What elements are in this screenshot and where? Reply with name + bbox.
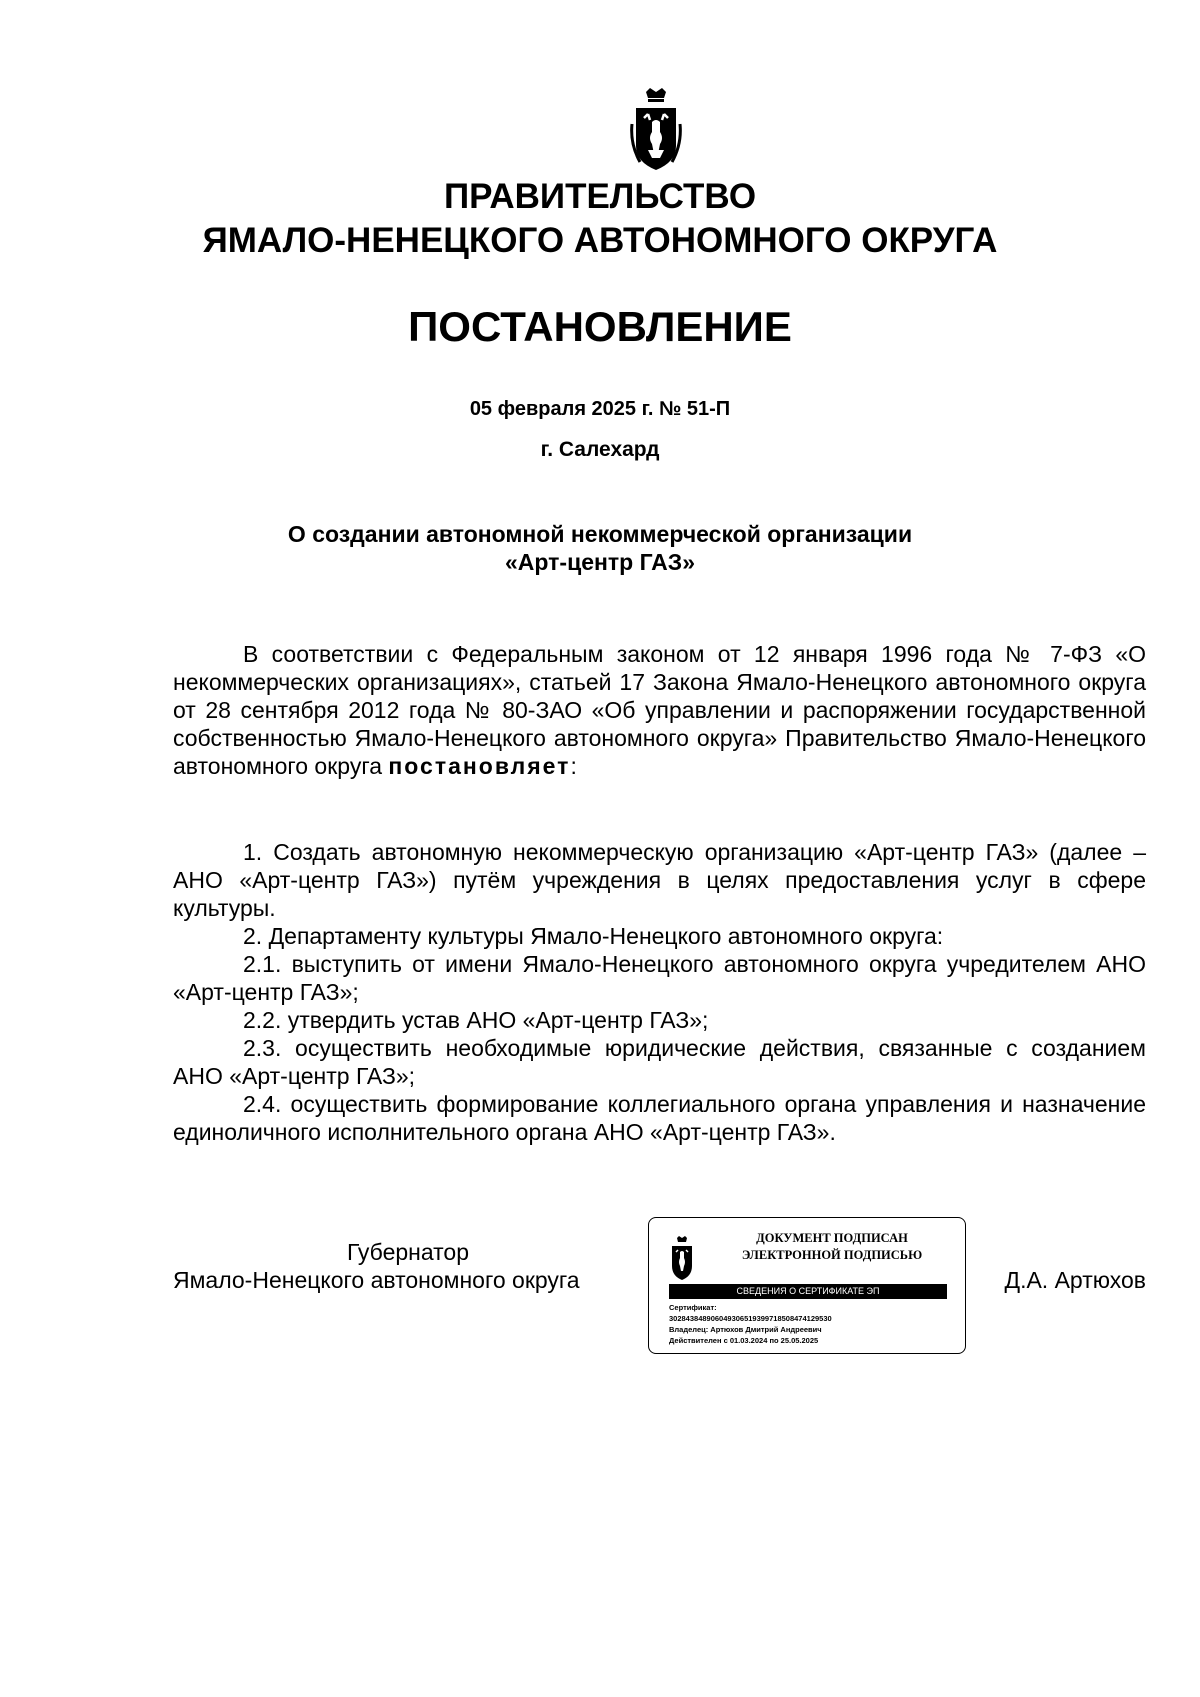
government-title-line2: ЯМАЛО-НЕНЕЦКОГО АВТОНОМНОГО ОКРУГА [202, 221, 998, 260]
esign-certificate-bar: СВЕДЕНИЯ О СЕРТИФИКАТЕ ЭП [669, 1284, 947, 1299]
government-title [100, 175, 1100, 263]
subject-line2: «Арт-центр ГАЗ» [505, 549, 695, 575]
esign-title-line1: ДОКУМЕНТ ПОДПИСАН [756, 1231, 908, 1245]
government-title-line1: ПРАВИТЕЛЬСТВО [443, 177, 757, 216]
decree-item-2-1: 2.1. выступить от имени Ямало-Ненецкого автономного округа учредителем АНО «Арт-центр ГАЗ»; [173, 951, 1146, 1005]
document-type: ПОСТАНОВЛЕНИЕ [408, 303, 792, 350]
yamal-coat-of-arms-icon [630, 88, 682, 174]
esign-owner: Владелец: Артюхов Дмитрий Андреевич [669, 1325, 822, 1334]
esign-cert-number: 302843848906049306519399718508474129530 [669, 1314, 832, 1323]
decree-word: постановляет [388, 753, 571, 779]
esign-certificate-info [669, 1302, 832, 1346]
decree-item-2-4: 2.4. осуществить формирование коллегиального органа управления и назначение единоличного исполнительного органа АНО «Арт-центр ГАЗ». [173, 1091, 1146, 1145]
decree-item-2-2: 2.2. утвердить устав АНО «Арт-центр ГАЗ»; [243, 1007, 709, 1033]
electronic-signature-stamp [648, 1217, 966, 1354]
signatory-position-line2: Ямало-Ненецкого автономного округа [173, 1267, 580, 1293]
decree-items [173, 838, 1146, 1146]
yamal-coat-of-arms-icon [669, 1236, 695, 1282]
preamble-text: В соответствии с Федеральным законом от 12 января 1996 года № 7-ФЗ «О некоммерческих организациях», статьей 17 Закона Ямало-Ненецкого автономного округа от 28 сентября 2012 года № 80-ЗАО «Об управлении и распоряжении государственной собственностью Ямало-Ненецкого автономного округа» Правительство Ямало-Ненецкого автономного округа [173, 641, 1146, 779]
decree-item-2: 2. Департаменту культуры Ямало-Ненецкого автономного округа: [243, 923, 944, 949]
preamble [173, 640, 1146, 780]
document-place: г. Салехард [540, 438, 660, 461]
esign-title-line2: ЭЛЕКТРОННОЙ ПОДПИСЬЮ [741, 1248, 923, 1262]
esign-title [707, 1230, 957, 1264]
document-subject [100, 520, 1100, 576]
esign-validity: Действителен с 01.03.2024 по 25.05.2025 [669, 1336, 819, 1345]
preamble-colon: : [570, 753, 577, 779]
decree-item-2-3: 2.3. осуществить необходимые юридические действия, связанные с созданием АНО «Арт-центр ГАЗ»; [173, 1035, 1146, 1089]
decree-item-1: 1. Создать автономную некоммерческую организацию «Арт-центр ГАЗ» (далее – АНО «Арт-центр ГАЗ») путём учреждения в целях предоставления услуг в сфере культуры. [173, 839, 1146, 921]
signatory-position-line1: Губернатор [346, 1239, 470, 1265]
esign-cert-label: Сертификат: [669, 1303, 717, 1312]
preamble-paragraph [173, 640, 1146, 780]
signatory-position [173, 1238, 643, 1294]
subject-line1: О создании автономной некоммерческой организации [287, 521, 913, 547]
document-date-number: 05 февраля 2025 г. № 51-П [469, 398, 731, 420]
signatory-name: Д.А. Артюхов [1004, 1267, 1146, 1293]
